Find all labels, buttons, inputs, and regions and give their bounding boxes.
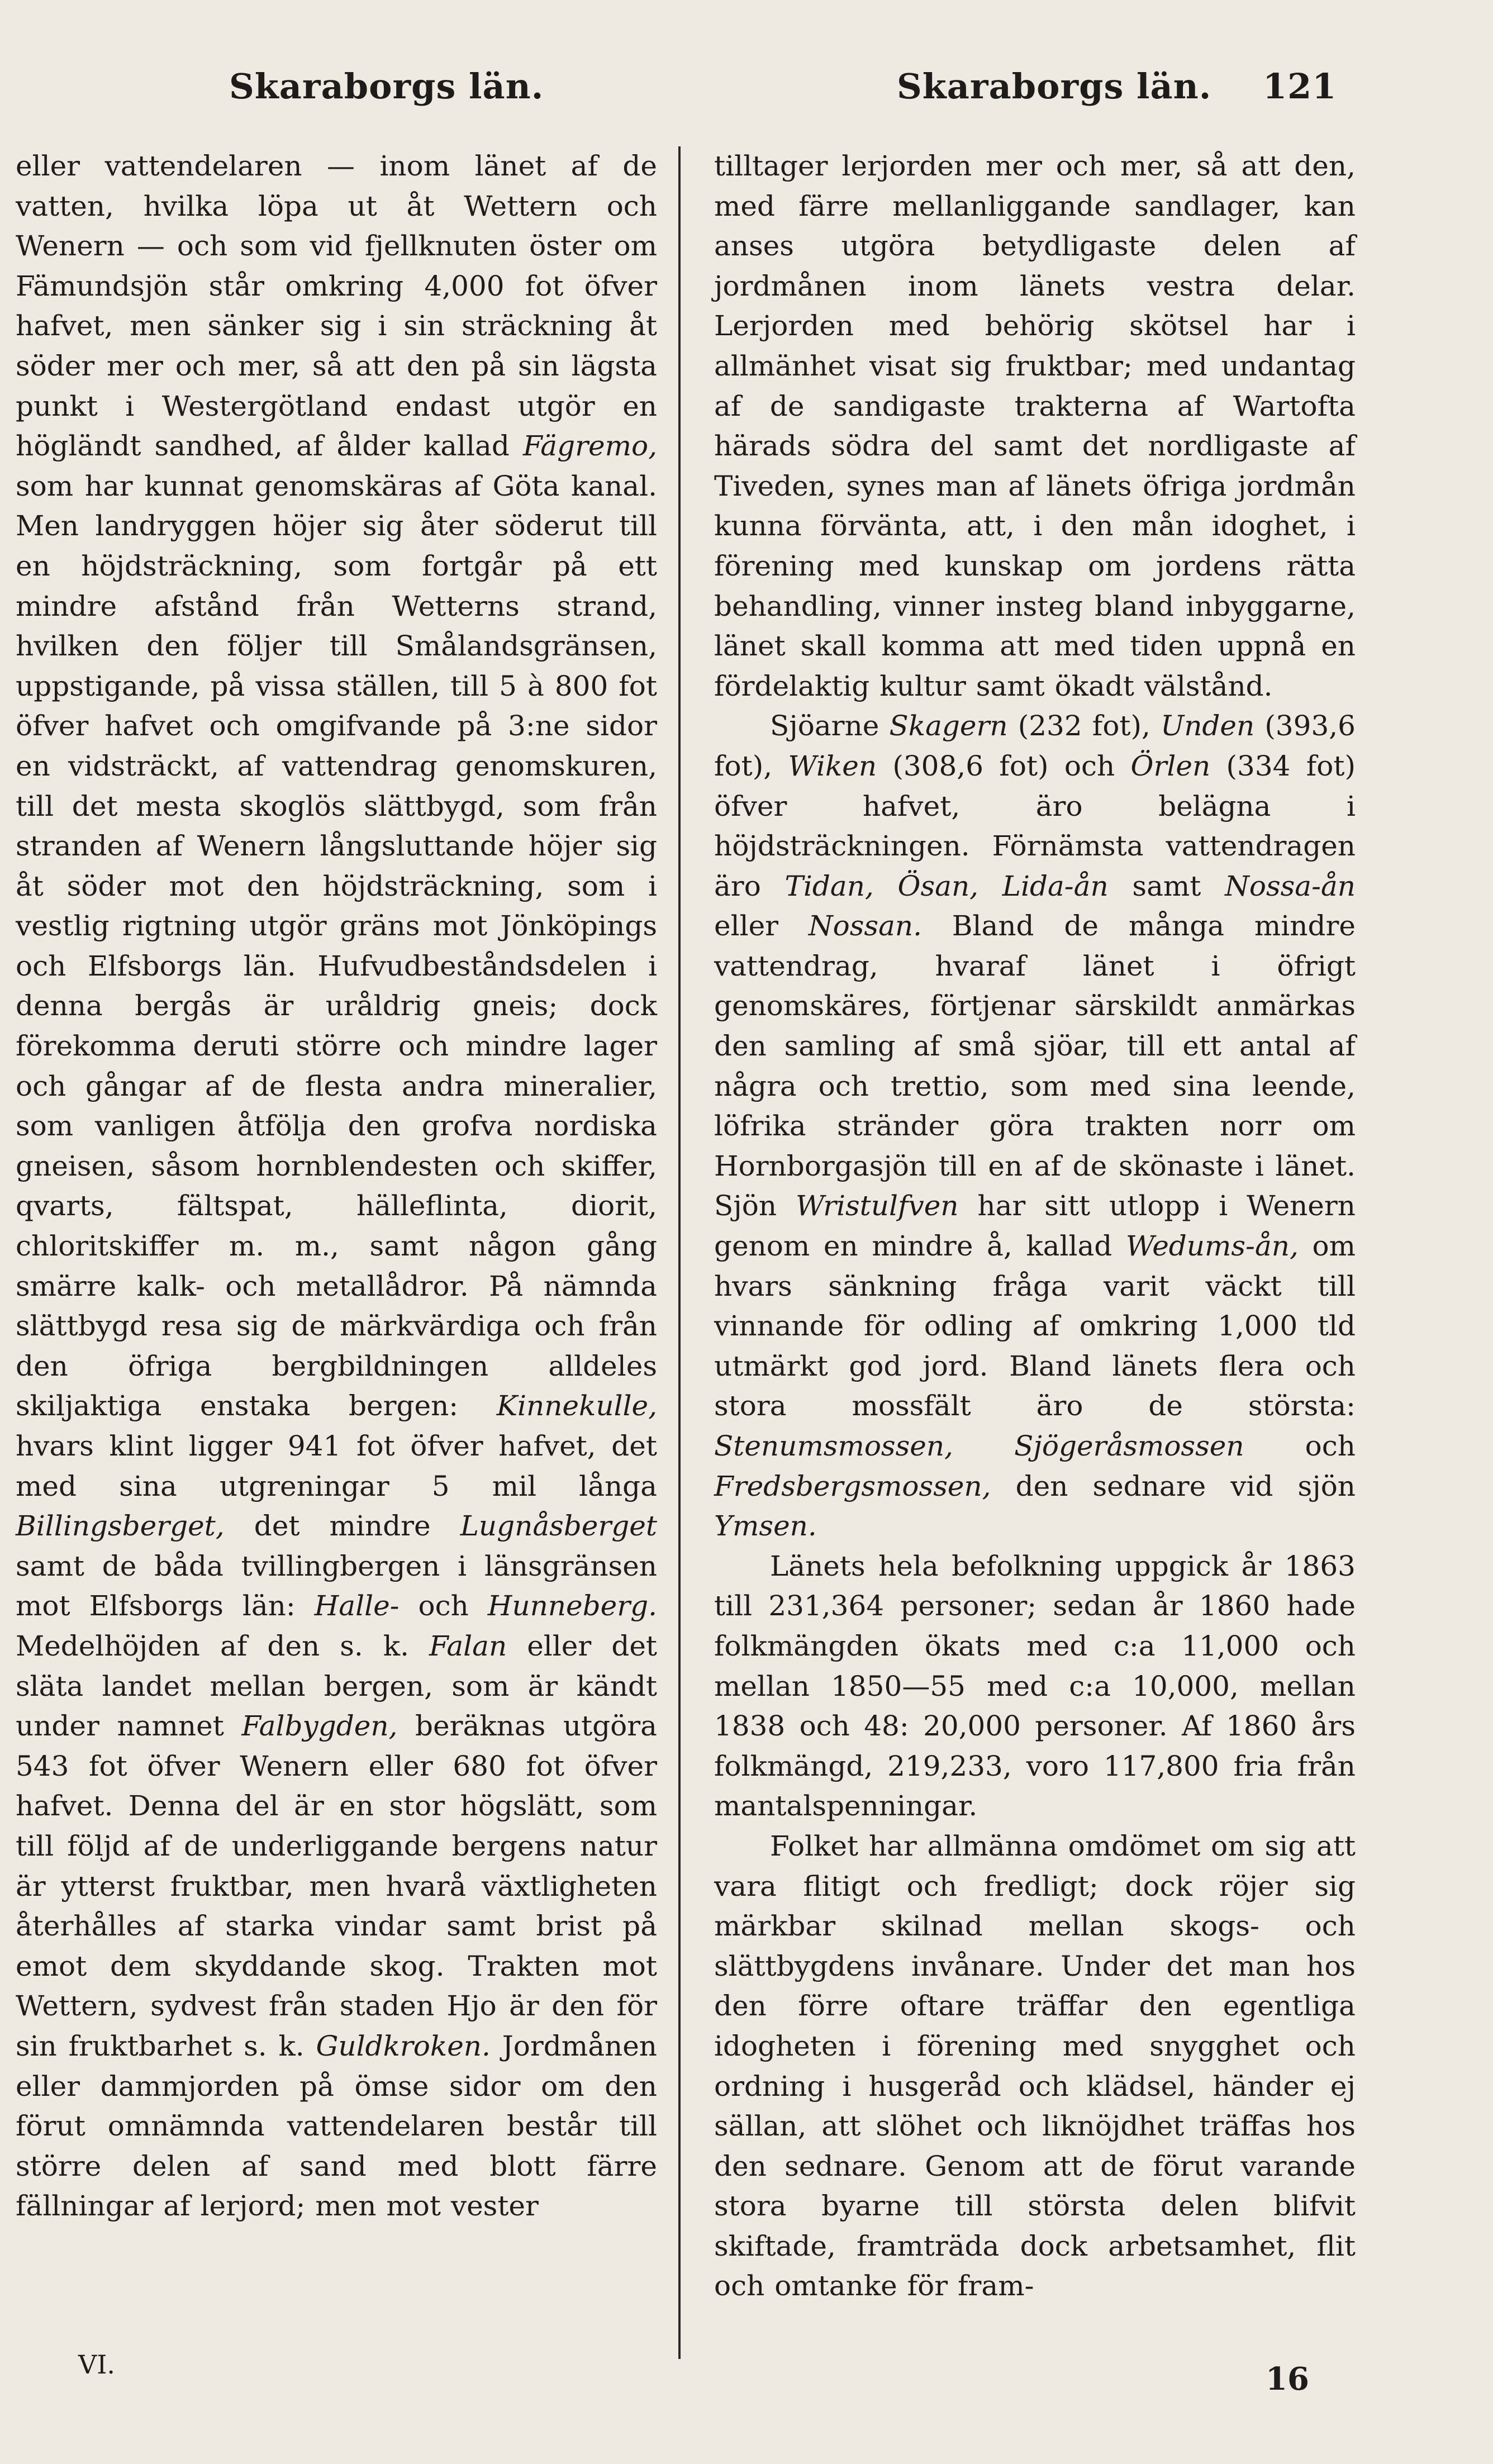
text-run: hvars klint ligger 941 fot öfver hafvet, det med sina utgreningar 5 mil långa <box>16 1430 657 1502</box>
place-name: Ymsen. <box>714 1510 817 1543</box>
place-name: Falan <box>429 1629 507 1662</box>
text-run: om hvars sänkning fråga varit väckt till vinnande för odling af omkring 1,000 tld utmärkt god jord. Bland länets flera och stora mossfält äro de största: <box>714 1230 1356 1423</box>
right-paragraph-1: tilltager lerjorden mer och mer, så att den, med färre mellanliggande sandlager, kan anses utgöra betydligaste delen af jordmånen inom länets vestra delar. Lerjorden med behörig skötsel har i allmänhet visat sig fruktbar; med undantag af de sandigaste trakterna af Wartofta härads södra del samt det nordligaste af Tiveden, synes man af länets öfriga jordmån kunna förvänta, att, i den mån idoghet, i förening med kunskap om jordens rätta behandling, vinner insteg bland inbyggarne, länet skall komma att med tiden uppnå en fördelaktig kultur samt ökadt välstånd. <box>714 150 1356 702</box>
sheet-number: 16 <box>1266 2361 1309 2398</box>
text-run: eller vattendelaren — inom länet af de vatten, hvilka löpa ut åt Wettern och Wenern — och som vid fjellknuten öster om Fämundsjön står omkring 4,000 fot öfver hafvet, men sänker sig i sin sträckning åt söder mer och mer, så att den på sin lägsta punkt i Westergötland endast utgör en högländt sandhed, af ålder kallad <box>16 150 657 463</box>
text-run: Jordmånen eller dammjorden på ömse sidor om den förut omnämnda vattendelaren består till större delen af sand med blott färre fällningar af lerjord; men mot vester <box>16 2029 657 2223</box>
right-column <box>714 146 1356 2306</box>
text-run: och <box>399 1590 488 1623</box>
place-name: Wedums-ån, <box>1125 1230 1299 1263</box>
text-run: beräknas utgöra 543 fot öfver Wenern eller 680 fot öfver hafvet. Denna del är en stor högslätt, som till följd af de underliggande bergens natur är ytterst fruktbar, men hvarå växtligheten återhålles af starka vindar samt brist på emot dem skyddande skog. Trakten mot Wettern, sydvest från staden Hjo är den för sin fruktbarhet s. k. <box>16 1710 657 2062</box>
right-paragraph-4: Folket har allmänna omdömet om sig att vara flitigt och fredligt; dock röjer sig märkbar skilnad mellan skogs- och slättbygdens invånare. Under det man hos den förre oftare träffar den egentliga idogheten i förening med snygghet och ordning i husgeråd och klädsel, händer ej sällan, att slöhet och liknöjdhet träffas hos den sednare. Genom att de förut varande stora byarne till största delen blifvit skiftade, framträda dock arbetsamhet, flit och omtanke för fram- <box>714 1829 1356 2303</box>
place-name: Guldkroken. <box>316 2029 491 2062</box>
text-run: och <box>1244 1430 1356 1462</box>
right-paragraph-3: Länets hela befolkning uppgick år 1863 till 231,364 personer; sedan år 1860 hade folkmängden ökats med c:a 11,000 och mellan 1850—55 med c:a 10,000, mellan 1838 och 48: 20,000 personer. Af 1860 års folkmängd, 219,233, voro 117,800 fria från mantalspenningar. <box>714 1549 1356 1823</box>
page-number: 121 <box>1263 66 1337 107</box>
header-left-title: Skaraborgs län. <box>229 66 544 107</box>
header-right-title: Skaraborgs län. <box>897 66 1212 107</box>
text-run: (232 fot), <box>1007 710 1161 743</box>
text-run: samt de båda tvillingbergen i länsgränsen mot Elfsborgs län: <box>16 1549 657 1623</box>
text-run: som har kunnat genomskäras af Göta kanal. Men landryggen höjer sig åter söderut till en höjdsträckning, som fortgår på ett mindre afstånd från Wetterns strand, hvilken den följer till Smålandsgränsen, uppstigande, på vissa ställen, till 5 à 800 fot öfver hafvet och omgifvande på 3:ne sidor en vidsträckt, af vattendrag genomskuren, till det mesta skoglös slättbygd, som från stranden af Wenern långsluttande höjer sig åt söder mot den höjdsträckning, som i vestlig rigtning utgör gräns mot Jönköpings och Elfsborgs län. Hufvudbeståndsdelen i denna bergås är uråldrig gneis; dock förekomma deruti större och mindre lager och gångar af de flesta andra mineralier, som vanligen åtfölja den grofva nordiska gneisen, såsom hornblendesten och skiffer, qvarts, fältspat, hälleflinta, diorit, chloritskiffer m. m., samt någon gång smärre kalk- och metallådror. På nämnda slättbygd resa sig de märkvärdiga och från den öfriga bergbildningen alldeles skiljaktiga enstaka bergen: <box>16 469 657 1423</box>
text-run: har sitt utlopp i Wenern genom en mindre å, kallad <box>714 1190 1356 1263</box>
left-column <box>16 146 657 2227</box>
left-paragraph-1 <box>16 146 657 2227</box>
text-run: samt <box>1108 869 1225 902</box>
place-name: Falbygden, <box>241 1710 398 1743</box>
right-paragraph-2 <box>714 706 1356 1546</box>
place-name: Kinnekulle, <box>496 1390 657 1423</box>
place-name: Unden <box>1161 710 1255 743</box>
place-name: Wiken <box>788 749 877 782</box>
text-run: (393,6 fot), <box>714 710 1356 782</box>
text-run: (334 fot) öfver hafvet, äro belägna i höjdsträckningen. Förnämsta vattendragen äro <box>714 749 1356 902</box>
place-name: Hunneberg. <box>487 1590 657 1623</box>
place-name: Wristulfven <box>795 1190 959 1223</box>
text-run: (308,6 fot) och <box>877 749 1131 782</box>
place-name: Halle- <box>314 1590 400 1623</box>
signature-mark: VI. <box>78 2349 116 2380</box>
place-name: Billingsberget, <box>16 1510 225 1543</box>
place-name: Örlen <box>1130 749 1211 782</box>
place-name: Fredsbergsmossen, <box>714 1469 991 1502</box>
text-run: eller <box>714 910 809 943</box>
text-run: Medelhöjden af den s. k. <box>16 1629 430 1662</box>
text-run: eller det släta landet mellan bergen, som är kändt under namnet <box>16 1629 658 1743</box>
column-divider <box>678 146 681 2359</box>
text-run: den sednare vid sjön <box>991 1469 1356 1502</box>
place-name: Nossan. <box>808 910 922 943</box>
place-name: Fägremo, <box>522 430 657 463</box>
place-name: Stenumsmossen, Sjögeråsmossen <box>714 1430 1244 1462</box>
text-run: Sjöarne <box>770 710 890 743</box>
text-run: det mindre <box>224 1510 460 1543</box>
text-run: Bland de många mindre vattendrag, hvaraf länet i öfrigt genomskäres, förtjenar särskildt anmärkas den samling af små sjöar, till ett antal af några och trettio, som med sina leende, löfrika stränder göra trakten norr om Hornborgasjön till en af de skönaste i länet. Sjön <box>714 910 1356 1223</box>
running-header <box>56 66 1337 127</box>
place-name: Lugnåsberget <box>460 1510 657 1543</box>
place-name: Nossa-ån <box>1225 869 1356 902</box>
place-name: Skagern <box>889 710 1008 743</box>
place-name: Tidan, Ösan, Lida-ån <box>784 869 1109 902</box>
